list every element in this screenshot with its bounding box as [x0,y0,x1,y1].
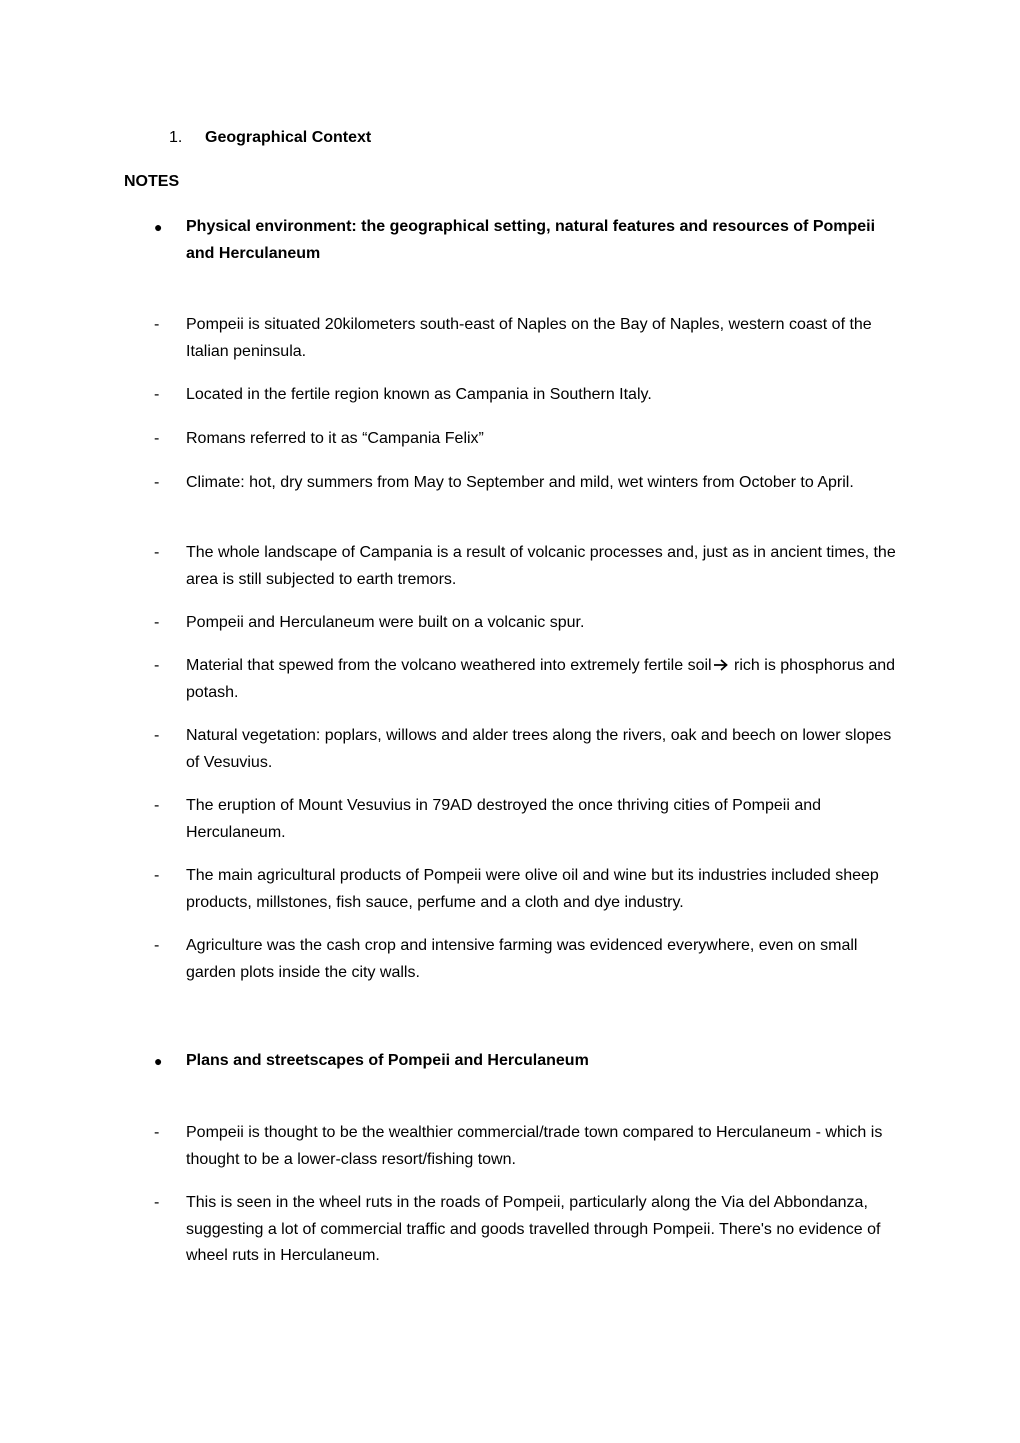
heading-title: Geographical Context [205,129,372,146]
bullet-physical-environment [154,214,904,267]
dash-icon: - [154,474,160,491]
dash-icon: - [154,867,160,884]
list-item [154,863,906,916]
list-item-text: Romans referred to it as “Campania Felix” [186,430,484,447]
list-item [154,540,906,593]
bullet-text: Physical environment: the geographical setting, natural features and resources of Pompeii and Herculaneum [186,218,876,262]
bullet-icon: ● [154,1053,163,1069]
dash-icon: - [154,657,160,674]
list-item-text: The main agricultural products of Pompeii were olive oil and wine but its industries included sheep products, millstones, fish sauce, perfume and a cloth and dye industry. [186,867,879,911]
list-item [154,470,906,497]
list-item-text: Pompeii is situated 20kilometers south-east of Naples on the Bay of Naples, western coast of the Italian peninsula. [186,316,872,360]
list-item-text: Agriculture was the cash crop and intensive farming was evidenced everywhere, even on small garden plots inside the city walls. [186,937,858,981]
list-item [154,610,906,637]
list-item-text: Pompeii and Herculaneum were built on a volcanic spur. [186,614,585,631]
list-item [154,382,906,409]
list-item [154,426,906,453]
notes-label: NOTES [124,173,180,190]
list-item-text-part: rich is phosphorus and potash. [186,657,896,701]
list-item-text: The whole landscape of Campania is a result of volcanic processes and, just as in ancient times, the area is still subjected to earth tremors. [186,544,896,588]
dash-icon: - [154,937,160,954]
right-arrow-icon [713,653,729,680]
bullet-icon: ● [154,219,163,235]
dash-icon: - [154,316,160,333]
list-item [154,723,906,776]
list-item [154,793,906,846]
section-heading [169,128,371,148]
dash-icon: - [154,727,160,744]
list-item-text: Natural vegetation: poplars, willows and alder trees along the rivers, oak and beech on lower slopes of Vesuvius. [186,727,892,771]
list-item-text: The eruption of Mount Vesuvius in 79AD destroyed the once thriving cities of Pompeii and Herculaneum. [186,797,822,841]
list-item [154,933,906,986]
dash-icon: - [154,386,160,403]
list-item-text: Located in the fertile region known as Campania in Southern Italy. [186,386,652,403]
list-item [154,653,906,706]
list-item [154,1190,906,1270]
dash-icon: - [154,1124,160,1141]
dash-icon: - [154,1194,160,1211]
list-item [154,1120,906,1173]
dash-icon: - [154,430,160,447]
list-item-text-part: Material that spewed from the volcano weathered into extremely fertile soil [186,657,712,674]
dash-icon: - [154,797,160,814]
list-item-text [186,653,906,706]
heading-number: 1. [169,129,183,146]
bullet-plans-streetscapes [154,1048,904,1075]
dash-icon: - [154,614,160,631]
list-item-text: Climate: hot, dry summers from May to September and mild, wet winters from October to April. [186,474,854,491]
list-item-text: Pompeii is thought to be the wealthier commercial/trade town compared to Herculaneum - which is thought to be a lower-class resort/fishing town. [186,1124,883,1168]
list-item [154,312,906,365]
list-item-text: This is seen in the wheel ruts in the roads of Pompeii, particularly along the Via del Abbondanza, suggesting a lot of commercial traffic and goods travelled through Pompeii. There's no evidence of wheel ruts in Herculaneum. [186,1194,881,1264]
dash-icon: - [154,544,160,561]
bullet-text: Plans and streetscapes of Pompeii and Herculaneum [186,1052,589,1069]
